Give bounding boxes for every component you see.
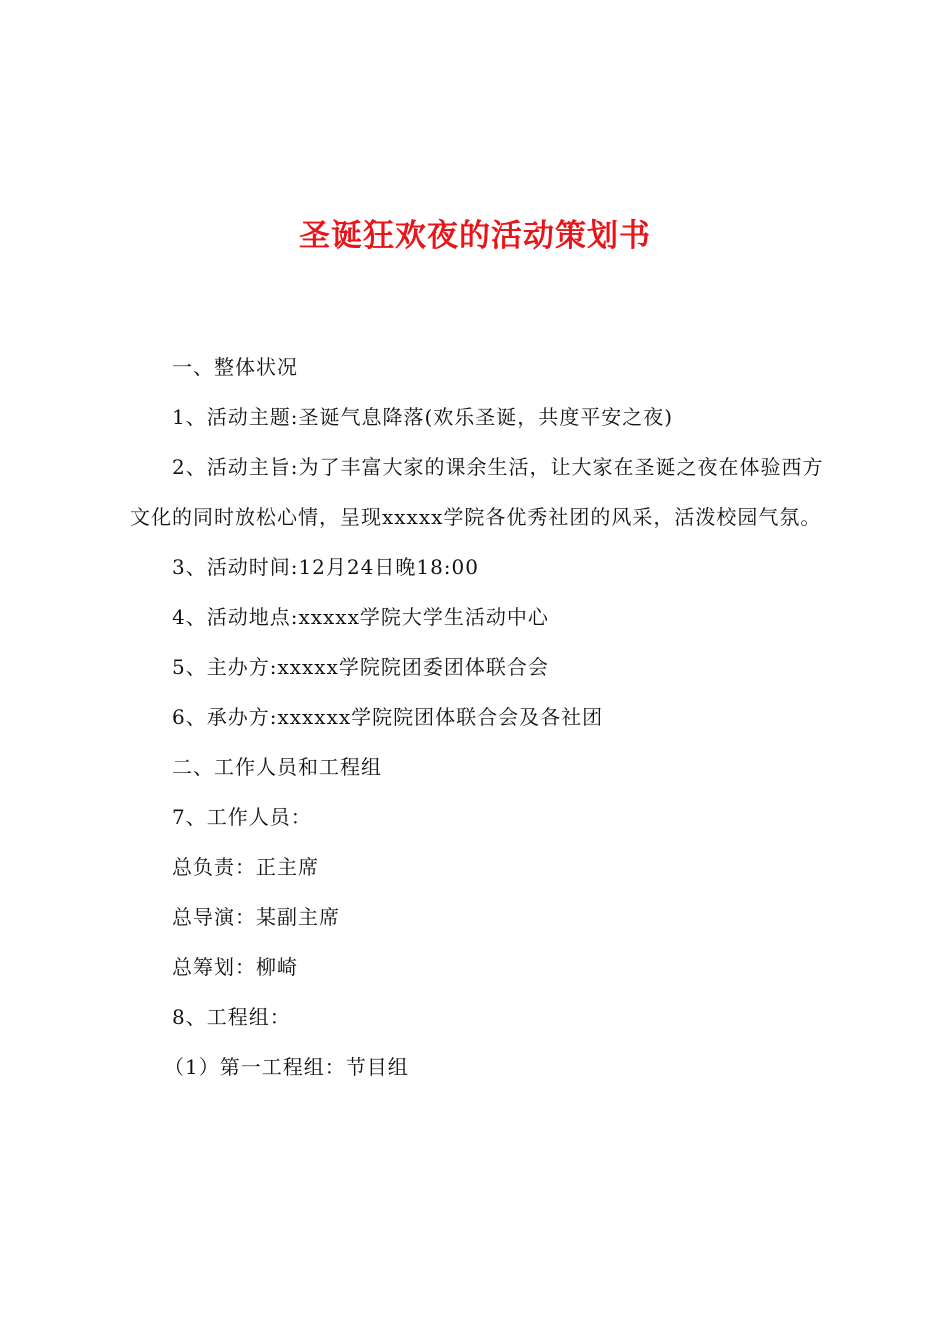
- paragraph-location: 4、活动地点:xxxxx学院大学生活动中心: [172, 605, 549, 629]
- paragraph-general-planner: 总筹划：柳崎: [172, 955, 298, 979]
- paragraph-organizer: 5、主办方:xxxxx学院院团委团体联合会: [172, 655, 549, 679]
- paragraph-purpose: 2、活动主旨:为了丰富大家的课余生活，让大家在圣诞之夜在体验西方文化的同时放松心情，呈现xxxxx学院各优秀社团的风采，活泼校园气氛。: [130, 455, 824, 529]
- paragraph-general-manager: 总负责：正主席: [172, 855, 319, 879]
- paragraph-first-project-group: （1）第一工程组：节目组: [164, 1055, 409, 1079]
- paragraph-staff-title: 7、工作人员：: [172, 805, 312, 829]
- section-heading-overview: 一、整体状况: [172, 355, 298, 379]
- section-heading-staff: 二、工作人员和工程组: [172, 755, 382, 779]
- paragraph-time: 3、活动时间:12月24日晚18:00: [172, 555, 479, 579]
- document-title: 圣诞狂欢夜的活动策划书: [299, 218, 651, 254]
- document-body: [130, 342, 830, 1092]
- paragraph-theme: 1、活动主题:圣诞气息降落(欢乐圣诞，共度平安之夜): [172, 405, 674, 429]
- paragraph-general-director: 总导演：某副主席: [172, 905, 340, 929]
- paragraph-project-groups: 8、工程组：: [172, 1005, 291, 1029]
- paragraph-undertaker: 6、承办方:xxxxxx学院院团体联合会及各社团: [172, 705, 604, 729]
